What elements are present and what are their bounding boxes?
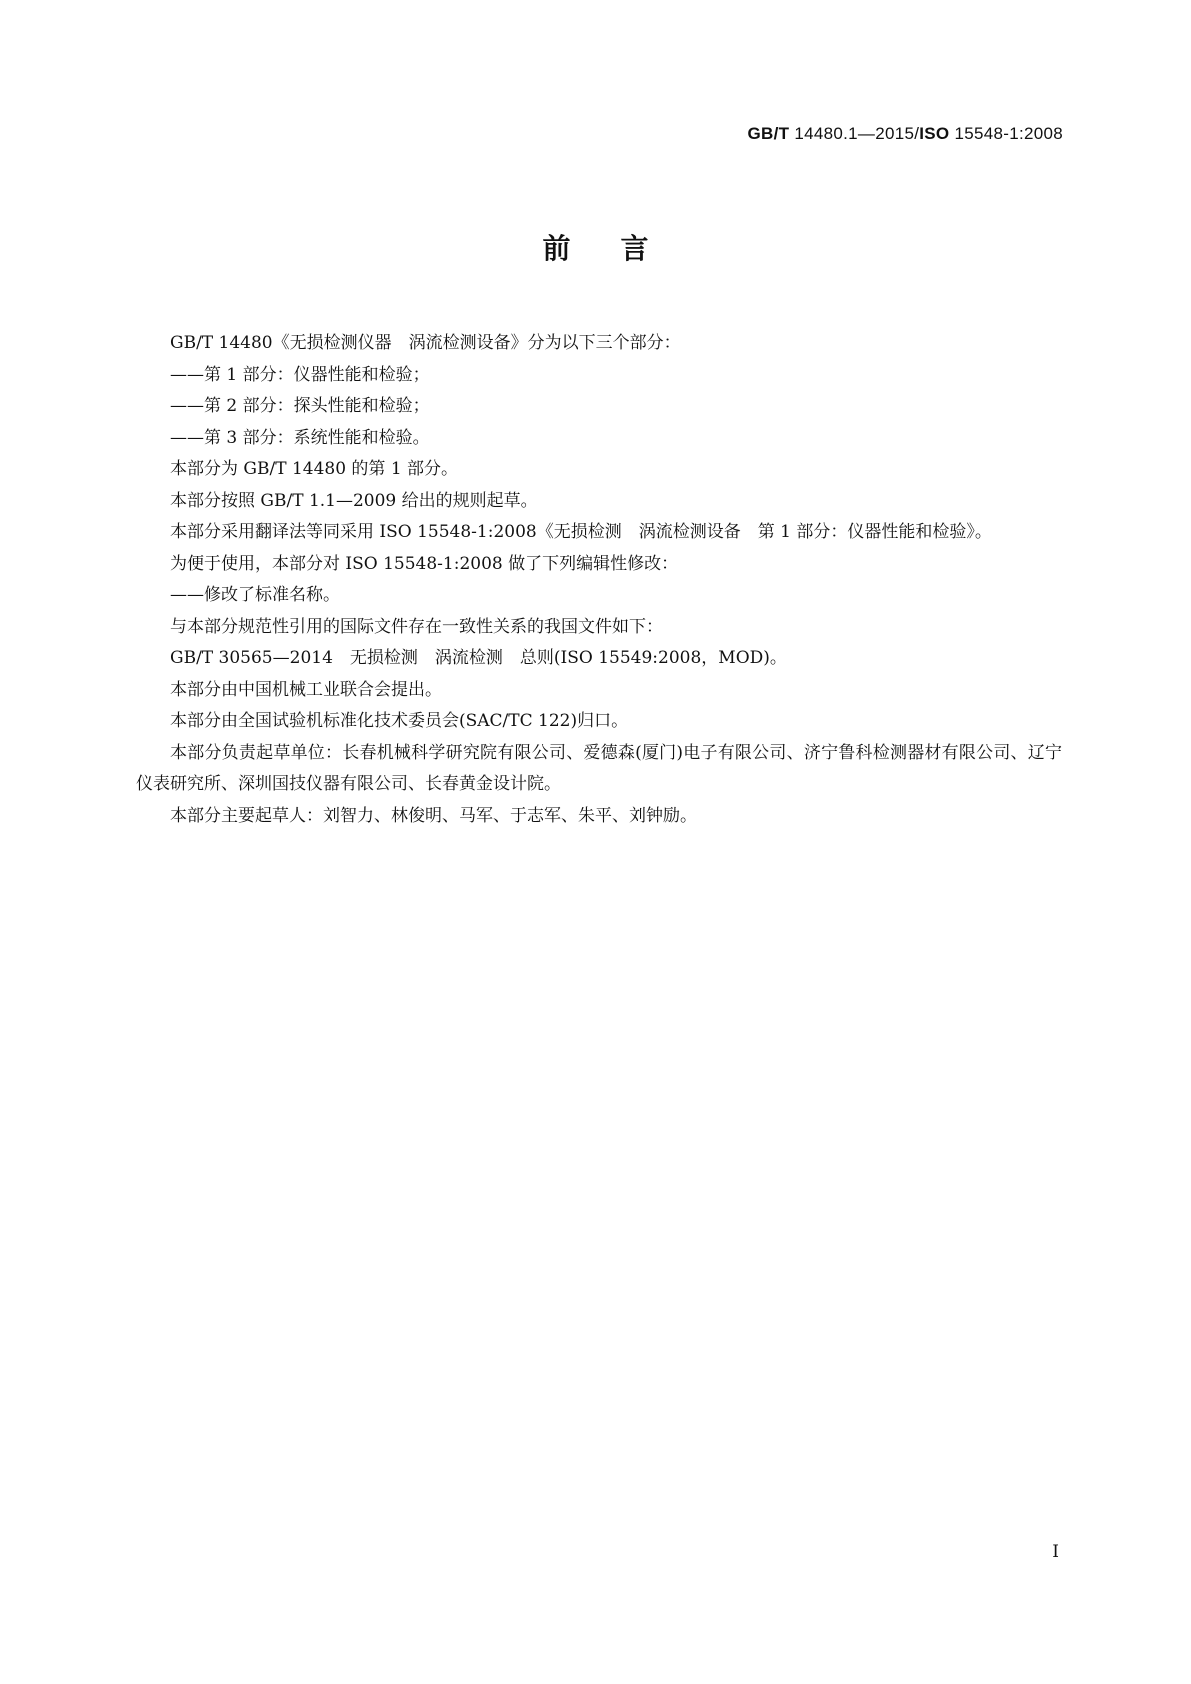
header-iso-prefix: ISO [919, 124, 950, 143]
paragraph-managed-by: 本部分由全国试验机标准化技术委员会(SAC/TC 122)归口。 [170, 711, 629, 731]
page-title: 前言 [542, 232, 699, 265]
header-iso-number: 15548-1:2008 [949, 124, 1063, 143]
paragraph-drafting-units: 本部分负责起草单位：长春机械科学研究院有限公司、爱德森(厦门)电子有限公司、济宁鲁科检测器材有限公司、辽宁仪表研究所、深圳国技仪器有限公司、长春黄金设计院。 [136, 742, 1062, 794]
paragraph-this-part: 本部分为 GB/T 14480 的第 1 部分。 [170, 459, 459, 479]
foreword-body [136, 328, 1062, 832]
paragraph-drafters: 本部分主要起草人：刘智力、林俊明、马军、于志军、朱平、刘钟励。 [170, 805, 697, 826]
paragraph-related-standard: GB/T 30565—2014 无损检测 涡流检测 总则(ISO 15549:2008，MOD)。 [170, 648, 787, 668]
header-std-number: 14480.1—2015/ [789, 124, 920, 143]
paragraph-parts-intro: GB/T 14480《无损检测仪器 涡流检测设备》分为以下三个部分： [170, 333, 681, 353]
page-number: I [1052, 1542, 1059, 1562]
paragraph-change-name: ——修改了标准名称。 [170, 585, 340, 605]
paragraph-editorial-changes: 为便于使用，本部分对 ISO 15548-1:2008 做了下列编辑性修改： [170, 553, 679, 574]
paragraph-part-2: ——第 2 部分：探头性能和检验； [170, 396, 430, 416]
paragraph-part-1: ——第 1 部分：仪器性能和检验； [170, 364, 430, 385]
page-header [748, 124, 1063, 144]
paragraph-consistency: 与本部分规范性引用的国际文件存在一致性关系的我国文件如下： [170, 616, 663, 637]
paragraph-part-3: ——第 3 部分：系统性能和检验。 [170, 427, 430, 448]
paragraph-adoption: 本部分采用翻译法等同采用 ISO 15548-1:2008《无损检测 涡流检测设备 第 1 部分：仪器性能和检验》。 [170, 522, 992, 542]
paragraph-proposed-by: 本部分由中国机械工业联合会提出。 [170, 679, 442, 700]
paragraph-drafting-rules: 本部分按照 GB/T 1.1—2009 给出的规则起草。 [170, 490, 538, 511]
header-std-prefix: GB/T [747, 124, 790, 143]
